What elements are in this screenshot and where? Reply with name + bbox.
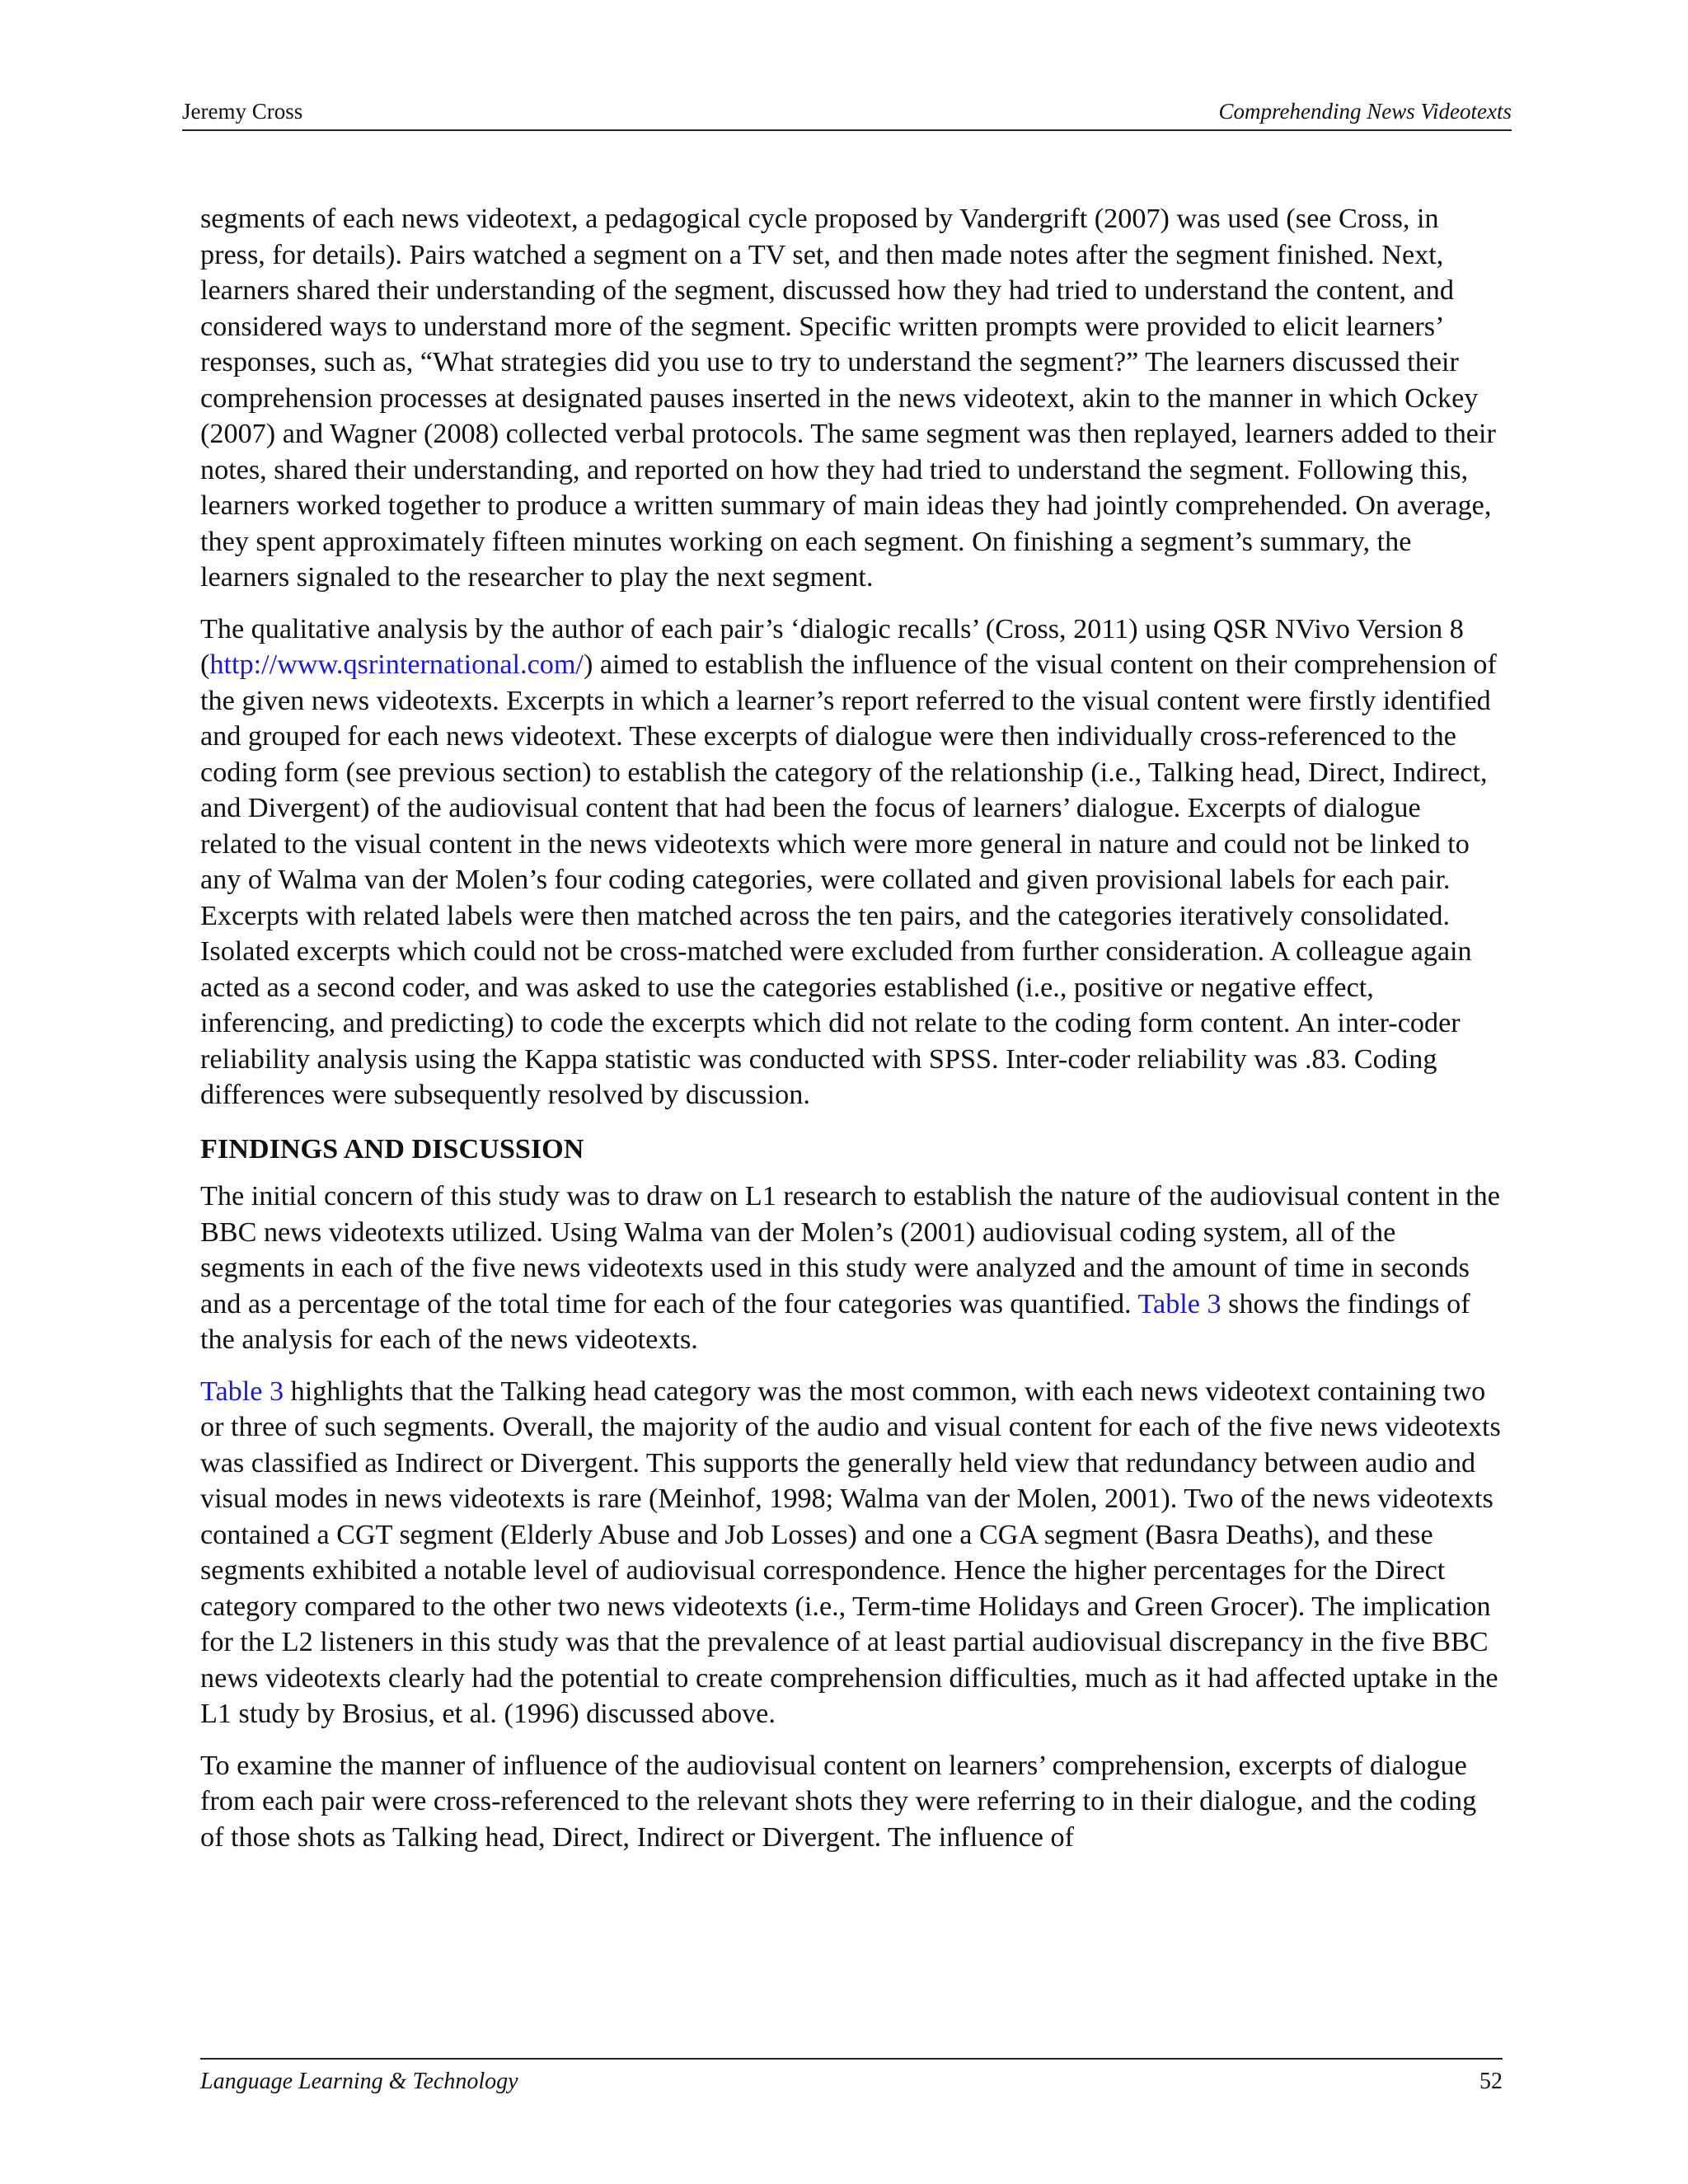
qsr-website-link[interactable]: http://www.qsrinternational.com/: [209, 649, 584, 680]
paragraph-1: segments of each news videotext, a pedagogical cycle proposed by Vandergrift (2007) was used (see Cross, in press, for details). Pairs watched a segment on a TV set, and then made notes after the segment finished. Next, learners shared their understanding of the segment, discussed how they had tried to understand the content, and considered ways to understand more of the segment. Specific written prompts were provided to elicit learners’ responses, such as, “What strategies did you use to try to understand the segment?” The learners discussed their comprehension processes at designated pauses inserted in the news videotext, akin to the manner in which Ockey (2007) and Wagner (2008) collected verbal protocols. The same segment was then replayed, learners added to their notes, shared their understanding, and reported on how they had tried to understand the segment. Following this, learners worked together to produce a written summary of main ideas they had jointly comprehended. On average, they spent approximately fifteen minutes working on each segment. On finishing a segment’s summary, the learners signaled to the researcher to play the next segment.: [200, 204, 1496, 593]
paragraph-5: To examine the manner of influence of the audiovisual content on learners’ comprehension, excerpts of dialogue from each pair were cross-referenced to the relevant shots they were referring to in their dialogue, and the coding of those shots as Talking head, Direct, Indirect or Divergent. The influence of: [200, 1750, 1477, 1853]
paragraph-3-text-a: The initial concern of this study was to draw on L1 research to establish the nature of the audiovisual content in the BBC news videotexts utilized. Using Walma van der Molen’s (2001) audiovisual coding system, all of the segments in each of the five news videotexts used in this study were analyzed and the amount of time in seconds and as a percentage of the total time for each of the four categories was quantified.: [200, 1181, 1500, 1319]
header-running-title: Comprehending News Videotexts: [1218, 99, 1512, 124]
table-3-link[interactable]: Table 3: [1137, 1288, 1221, 1319]
paragraph-2: [200, 612, 1503, 1113]
paragraph-2-text-b: ) aimed to establish the influence of the visual content on their comprehension of the given news videotexts. Excerpts in which a learner’s report referred to the visual content were firstly identified and grouped for each news videotext. These excerpts of dialogue were then individually cross-referenced to the coding form (see previous section) to establish the category of the relationship (i.e., Talking head, Direct, Indirect, and Divergent) of the audiovisual content that had been the focus of learners’ dialogue. Excerpts of dialogue related to the visual content in the news videotexts which were more general in nature and could not be linked to any of Walma van der Molen’s four coding categories, were collated and given provisional labels for each pair. Excerpts with related labels were then matched across the ten pairs, and the categories iteratively consolidated. Isolated excerpts which could not be cross-matched were excluded from further consideration. A colleague again acted as a second coder, and was asked to use the categories established (i.e., positive or negative effect, inferencing, and predicting) to code the excerpts which did not relate to the coding form content. An inter-coder reliability analysis using the Kappa statistic was conducted with SPSS. Inter-coder reliability was .83. Coding differences were subsequently resolved by discussion.: [200, 649, 1497, 1110]
paragraph-2-text-a: The qualitative analysis by the author of each pair’s ‘dialogic recalls’ (Cross, 2011) using QSR NVivo Version 8 (: [200, 613, 1464, 680]
running-header: [182, 96, 1512, 131]
header-author: Jeremy Cross: [182, 99, 303, 124]
page-footer: [200, 2058, 1503, 2096]
table-3-link-2[interactable]: Table 3: [200, 1376, 284, 1407]
page-number: 52: [1479, 2069, 1503, 2094]
article-body: [200, 201, 1503, 1871]
paragraph-4-text: highlights that the Talking head category was the most common, with each news videotext containing two or three of such segments. Overall, the majority of the audio and visual content for each of the five news videotexts was classified as Indirect or Divergent. This supports the generally held view that redundancy between audio and visual modes in news videotexts is rare (Meinhof, 1998; Walma van der Molen, 2001). Two of the news videotexts contained a CGT segment (Elderly Abuse and Job Losses) and one a CGA segment (Basra Deaths), and these segments exhibited a notable level of audiovisual correspondence. Hence the higher percentages for the Direct category compared to the other two news videotexts (i.e., Term-time Holidays and Green Grocer). The implication for the L2 listeners in this study was that the prevalence of at least partial audiovisual discrepancy in the five BBC news videotexts clearly had the potential to create comprehension difficulties, much as it had affected uptake in the L1 study by Brosius, et al. (1996) discussed above.: [200, 1376, 1501, 1729]
section-heading-findings: FINDINGS AND DISCUSSION: [200, 1133, 584, 1165]
paragraph-3-text-b: shows the findings of the analysis for each of the news videotexts.: [200, 1288, 1470, 1355]
paragraph-4: [200, 1374, 1503, 1732]
paragraph-3: [200, 1179, 1503, 1358]
footer-journal: Language Learning & Technology: [200, 2069, 518, 2094]
